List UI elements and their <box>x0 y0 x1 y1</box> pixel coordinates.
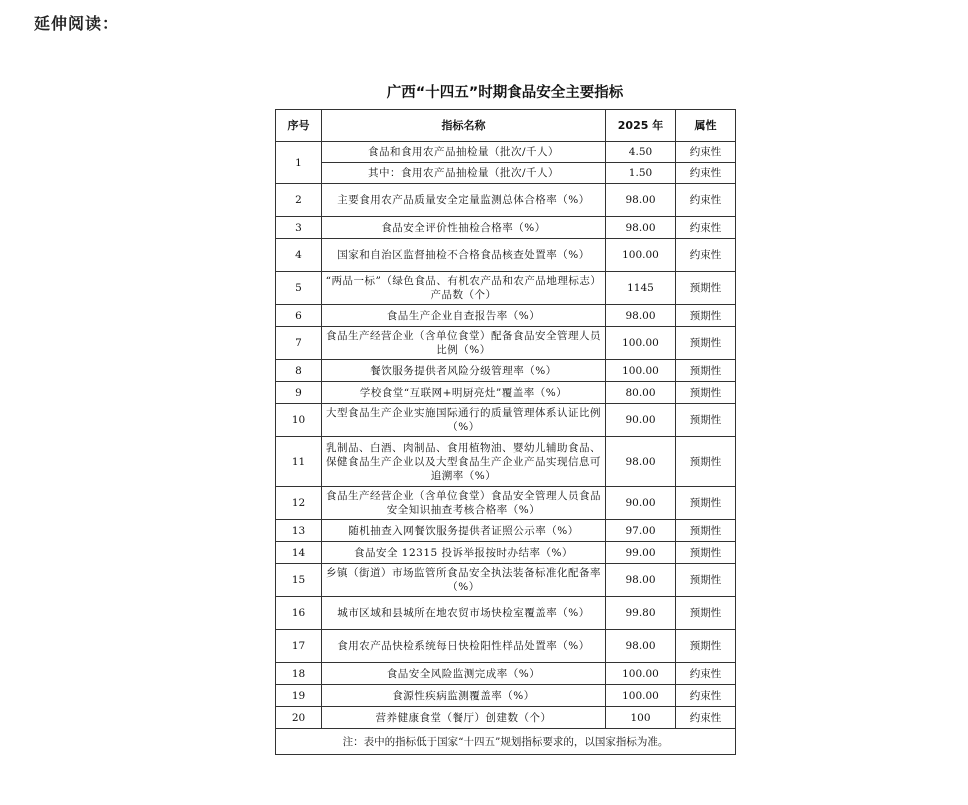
cell-name: 其中：食用农产品抽检量（批次/千人） <box>322 163 606 184</box>
cell-no: 2 <box>276 184 322 217</box>
cell-attr: 预期性 <box>676 520 736 542</box>
cell-attr: 约束性 <box>676 239 736 272</box>
cell-name: 食品和食用农产品抽检量（批次/千人） <box>322 142 606 163</box>
cell-no: 4 <box>276 239 322 272</box>
table-row <box>276 487 736 520</box>
document-image <box>262 66 748 775</box>
table-header-row <box>276 110 736 142</box>
cell-name: “两品一标”（绿色食品、有机农产品和农产品地理标志）产品数（个） <box>322 272 606 305</box>
cell-attr: 预期性 <box>676 272 736 305</box>
cell-no: 17 <box>276 630 322 663</box>
cell-value: 99.80 <box>606 597 676 630</box>
header-no: 序号 <box>276 110 322 142</box>
cell-attr: 预期性 <box>676 630 736 663</box>
table-row <box>276 597 736 630</box>
cell-value: 1145 <box>606 272 676 305</box>
cell-attr: 约束性 <box>676 663 736 685</box>
section-heading: 延伸阅读： <box>34 14 120 33</box>
cell-attr: 约束性 <box>676 163 736 184</box>
cell-name: 主要食用农产品质量安全定量监测总体合格率（%） <box>322 184 606 217</box>
cell-attr: 约束性 <box>676 685 736 707</box>
cell-no: 15 <box>276 564 322 597</box>
cell-no: 12 <box>276 487 322 520</box>
cell-value: 100.00 <box>606 360 676 382</box>
cell-value: 90.00 <box>606 404 676 437</box>
cell-no: 14 <box>276 542 322 564</box>
cell-name: 营养健康食堂（餐厅）创建数（个） <box>322 707 606 729</box>
cell-no: 19 <box>276 685 322 707</box>
cell-value: 100.00 <box>606 663 676 685</box>
cell-attr: 预期性 <box>676 542 736 564</box>
table-row <box>276 327 736 360</box>
table-row <box>276 142 736 163</box>
cell-value: 90.00 <box>606 487 676 520</box>
cell-no: 20 <box>276 707 322 729</box>
cell-name: 大型食品生产企业实施国际通行的质量管理体系认证比例（%） <box>322 404 606 437</box>
cell-value: 98.00 <box>606 564 676 597</box>
table-note: 注：表中的指标低于国家“十四五”规划指标要求的，以国家指标为准。 <box>276 729 736 755</box>
cell-attr: 约束性 <box>676 217 736 239</box>
header-name: 指标名称 <box>322 110 606 142</box>
cell-value: 100.00 <box>606 239 676 272</box>
cell-no: 11 <box>276 437 322 487</box>
table-row <box>276 360 736 382</box>
table-row <box>276 163 736 184</box>
table-row <box>276 564 736 597</box>
cell-attr: 预期性 <box>676 305 736 327</box>
table-title: 广西“十四五”时期食品安全主要指标 <box>386 85 624 101</box>
table-note-row <box>276 729 736 755</box>
cell-value: 98.00 <box>606 217 676 239</box>
cell-no: 13 <box>276 520 322 542</box>
cell-attr: 预期性 <box>676 437 736 487</box>
cell-name: 国家和自治区监督抽检不合格食品核查处置率（%） <box>322 239 606 272</box>
indicators-table <box>275 109 736 755</box>
cell-no: 18 <box>276 663 322 685</box>
cell-value: 98.00 <box>606 184 676 217</box>
cell-value: 100.00 <box>606 327 676 360</box>
cell-name: 食品生产企业自查报告率（%） <box>322 305 606 327</box>
cell-name: 乡镇（街道）市场监管所食品安全执法装备标准化配备率（%） <box>322 564 606 597</box>
cell-name: 餐饮服务提供者风险分级管理率（%） <box>322 360 606 382</box>
cell-attr: 约束性 <box>676 184 736 217</box>
table-row <box>276 217 736 239</box>
table-row <box>276 239 736 272</box>
cell-no: 8 <box>276 360 322 382</box>
cell-name: 城市区域和县城所在地农贸市场快检室覆盖率（%） <box>322 597 606 630</box>
table-row <box>276 685 736 707</box>
cell-attr: 预期性 <box>676 382 736 404</box>
table-row <box>276 630 736 663</box>
table-row <box>276 520 736 542</box>
cell-value: 100.00 <box>606 685 676 707</box>
cell-name: 乳制品、白酒、肉制品、食用植物油、婴幼儿辅助食品、保健食品生产企业以及大型食品生产企业产品实现信息可追溯率（%） <box>322 437 606 487</box>
cell-value: 4.50 <box>606 142 676 163</box>
header-year: 2025 年 <box>606 110 676 142</box>
table-row <box>276 437 736 487</box>
table-row <box>276 184 736 217</box>
table-row <box>276 272 736 305</box>
table-row <box>276 542 736 564</box>
cell-name: 食品安全风险监测完成率（%） <box>322 663 606 685</box>
cell-name: 食品生产经营企业（含单位食堂）食品安全管理人员食品安全知识抽查考核合格率（%） <box>322 487 606 520</box>
header-attr: 属性 <box>676 110 736 142</box>
cell-attr: 约束性 <box>676 707 736 729</box>
cell-name: 学校食堂“互联网+明厨亮灶”覆盖率（%） <box>322 382 606 404</box>
cell-no: 5 <box>276 272 322 305</box>
cell-no: 1 <box>276 142 322 184</box>
cell-value: 98.00 <box>606 437 676 487</box>
cell-attr: 预期性 <box>676 597 736 630</box>
cell-no: 16 <box>276 597 322 630</box>
cell-value: 98.00 <box>606 630 676 663</box>
cell-name: 食品生产经营企业（含单位食堂）配备食品安全管理人员比例（%） <box>322 327 606 360</box>
cell-value: 100 <box>606 707 676 729</box>
cell-attr: 预期性 <box>676 404 736 437</box>
table-row <box>276 404 736 437</box>
cell-attr: 约束性 <box>676 142 736 163</box>
cell-name: 食品安全评价性抽检合格率（%） <box>322 217 606 239</box>
table-row <box>276 707 736 729</box>
cell-attr: 预期性 <box>676 360 736 382</box>
table-row <box>276 382 736 404</box>
cell-value: 99.00 <box>606 542 676 564</box>
cell-attr: 预期性 <box>676 327 736 360</box>
cell-no: 9 <box>276 382 322 404</box>
cell-no: 10 <box>276 404 322 437</box>
table-row <box>276 663 736 685</box>
cell-name: 随机抽查入网餐饮服务提供者证照公示率（%） <box>322 520 606 542</box>
cell-value: 97.00 <box>606 520 676 542</box>
cell-value: 98.00 <box>606 305 676 327</box>
cell-no: 3 <box>276 217 322 239</box>
cell-value: 80.00 <box>606 382 676 404</box>
cell-attr: 预期性 <box>676 564 736 597</box>
cell-no: 7 <box>276 327 322 360</box>
cell-no: 6 <box>276 305 322 327</box>
cell-value: 1.50 <box>606 163 676 184</box>
cell-name: 食源性疾病监测覆盖率（%） <box>322 685 606 707</box>
cell-name: 食品安全 12315 投诉举报按时办结率（%） <box>322 542 606 564</box>
table-row <box>276 305 736 327</box>
cell-name: 食用农产品快检系统每日快检阳性样品处置率（%） <box>322 630 606 663</box>
cell-attr: 预期性 <box>676 487 736 520</box>
